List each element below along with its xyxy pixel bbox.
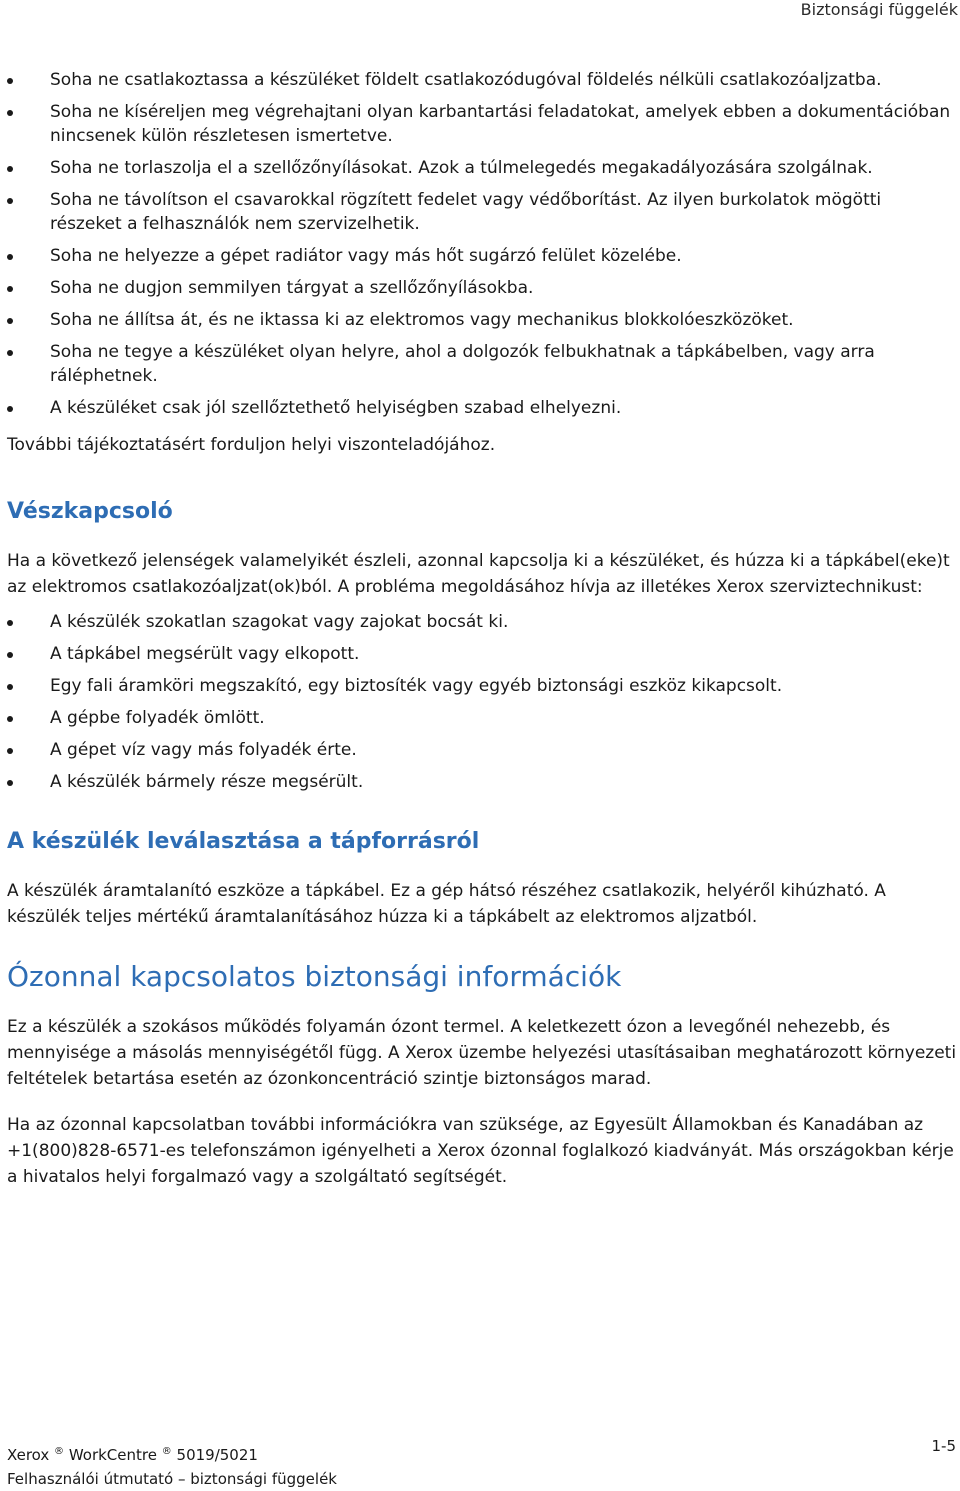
ozone-heading: Ózonnal kapcsolatos biztonsági információk bbox=[7, 960, 622, 993]
footer-subtitle: Felhasználói útmutató – biztonsági függelék bbox=[7, 1470, 337, 1488]
bullet-icon bbox=[7, 78, 13, 84]
list-item-text: A készülék szokatlan szagokat vagy zajokat bocsát ki. bbox=[50, 612, 509, 632]
list-item-text: Soha ne állítsa át, és ne iktassa ki az elektromos vagy mechanikus blokkolóeszközöket. bbox=[50, 310, 794, 330]
bullet-icon bbox=[7, 286, 13, 292]
footer bbox=[7, 1440, 337, 1491]
bullet-icon bbox=[7, 254, 13, 260]
list-item bbox=[7, 610, 957, 634]
bullet-icon bbox=[7, 652, 13, 658]
list-item bbox=[7, 738, 957, 762]
bullet-icon bbox=[7, 166, 13, 172]
bullet-icon bbox=[7, 748, 13, 754]
list-item bbox=[7, 340, 957, 388]
list-item-text: A készüléket csak jól szellőztethető helyiségben szabad elhelyezni. bbox=[50, 398, 622, 418]
list-item-text: A készülék bármely része megsérült. bbox=[50, 772, 364, 792]
list-item bbox=[7, 276, 957, 300]
bullet-icon bbox=[7, 406, 13, 412]
footer-product-line bbox=[7, 1440, 337, 1467]
footer-model: 5019/5021 bbox=[176, 1446, 258, 1464]
list-item-text: A gépbe folyadék ömlött. bbox=[50, 708, 265, 728]
emergency-list bbox=[7, 610, 957, 794]
list-item-text: Soha ne csatlakoztassa a készüléket földelt csatlakozódugóval földelés nélküli csatlakozóaljzatba. bbox=[50, 70, 882, 90]
list-item bbox=[7, 68, 957, 92]
bullet-icon bbox=[7, 198, 13, 204]
safety-rules-list bbox=[7, 68, 957, 420]
list-item-text: A tápkábel megsérült vagy elkopott. bbox=[50, 644, 360, 664]
bullet-icon bbox=[7, 110, 13, 116]
list-item-text: Soha ne kíséreljen meg végrehajtani olyan karbantartási feladatokat, amelyek ebben a dokumentációban nincsenek külön részletesen ismertetve. bbox=[50, 102, 951, 146]
list-item bbox=[7, 642, 957, 666]
page-number: 1-5 bbox=[931, 1437, 956, 1455]
ozone-paragraph-2: Ha az ózonnal kapcsolatban további információkra van szüksége, az Egyesült Államokban és Kanadában az +1(800)828-6571-es telefonszámon igényelheti a Xerox ózonnal foglalkozó kiadványát. Más országokban kérje a hivatalos helyi forgalmazó vagy a szolgáltató segítségét. bbox=[7, 1115, 954, 1187]
bullet-icon bbox=[7, 684, 13, 690]
list-item bbox=[7, 188, 957, 236]
bullet-icon bbox=[7, 318, 13, 324]
list-item-text: A gépet víz vagy más folyadék érte. bbox=[50, 740, 357, 760]
list-item bbox=[7, 396, 957, 420]
footer-brand: Xerox bbox=[7, 1446, 50, 1464]
footer-product: WorkCentre bbox=[68, 1446, 157, 1464]
list-item-text: Soha ne torlaszolja el a szellőzőnyílásokat. Azok a túlmelegedés megakadályozására szolgálnak. bbox=[50, 158, 873, 178]
registered-mark: ® bbox=[54, 1446, 65, 1457]
disconnect-heading: A készülék leválasztása a tápforrásról bbox=[7, 829, 480, 854]
list-item bbox=[7, 100, 957, 148]
bullet-icon bbox=[7, 780, 13, 786]
registered-mark: ® bbox=[161, 1446, 172, 1457]
list-item bbox=[7, 244, 957, 268]
bullet-icon bbox=[7, 350, 13, 356]
list-item bbox=[7, 674, 957, 698]
list-item-text: Soha ne tegye a készüléket olyan helyre, ahol a dolgozók felbukhatnak a tápkábelben, vagy arra ráléphetnek. bbox=[50, 342, 875, 386]
list-item-text: Soha ne távolítson el csavarokkal rögzített fedelet vagy védőborítást. Az ilyen burkolatok mögötti részeket a felhasználók nem szervizelhetik. bbox=[50, 190, 882, 234]
list-item-text: Egy fali áramköri megszakító, egy biztosíték vagy egyéb biztonsági eszköz kikapcsolt. bbox=[50, 676, 783, 696]
emergency-heading: Vészkapcsoló bbox=[7, 499, 173, 524]
ozone-paragraph-1: Ez a készülék a szokásos működés folyamán ózont termel. A keletkezett ózon a levegőnél nehezebb, és mennyisége a másolás mennyiségétől függ. A Xerox üzembe helyezési utasításaiban meghatározott környezeti feltételek betartása esetén az ózonkoncentráció szintje biztonságos marad. bbox=[7, 1017, 957, 1089]
list-item-text: Soha ne dugjon semmilyen tárgyat a szellőzőnyílásokba. bbox=[50, 278, 534, 298]
list-item bbox=[7, 706, 957, 730]
list-item-text: Soha ne helyezze a gépet radiátor vagy más hőt sugárzó felület közelébe. bbox=[50, 246, 682, 266]
emergency-intro: Ha a következő jelenségek valamelyikét észleli, azonnal kapcsolja ki a készüléket, és húzza ki a tápkábel(eke)t az elektromos csatlakozóaljzat(ok)ból. A probléma megoldásához hívja az illetékes Xerox szerviztechnikust: bbox=[7, 551, 950, 597]
page-content bbox=[7, 68, 957, 1190]
list-item bbox=[7, 308, 957, 332]
list-item bbox=[7, 156, 957, 180]
info-note: További tájékoztatásért forduljon helyi viszonteladójához. bbox=[7, 435, 496, 455]
bullet-icon bbox=[7, 716, 13, 722]
running-header: Biztonsági függelék bbox=[800, 0, 958, 19]
list-item bbox=[7, 770, 957, 794]
bullet-icon bbox=[7, 620, 13, 626]
disconnect-text: A készülék áramtalanító eszköze a tápkábel. Ez a gép hátsó részéhez csatlakozik, helyéről kihúzható. A készülék teljes mértékű áramtalanításához húzza ki a tápkábelt az elektromos aljzatból. bbox=[7, 881, 886, 927]
